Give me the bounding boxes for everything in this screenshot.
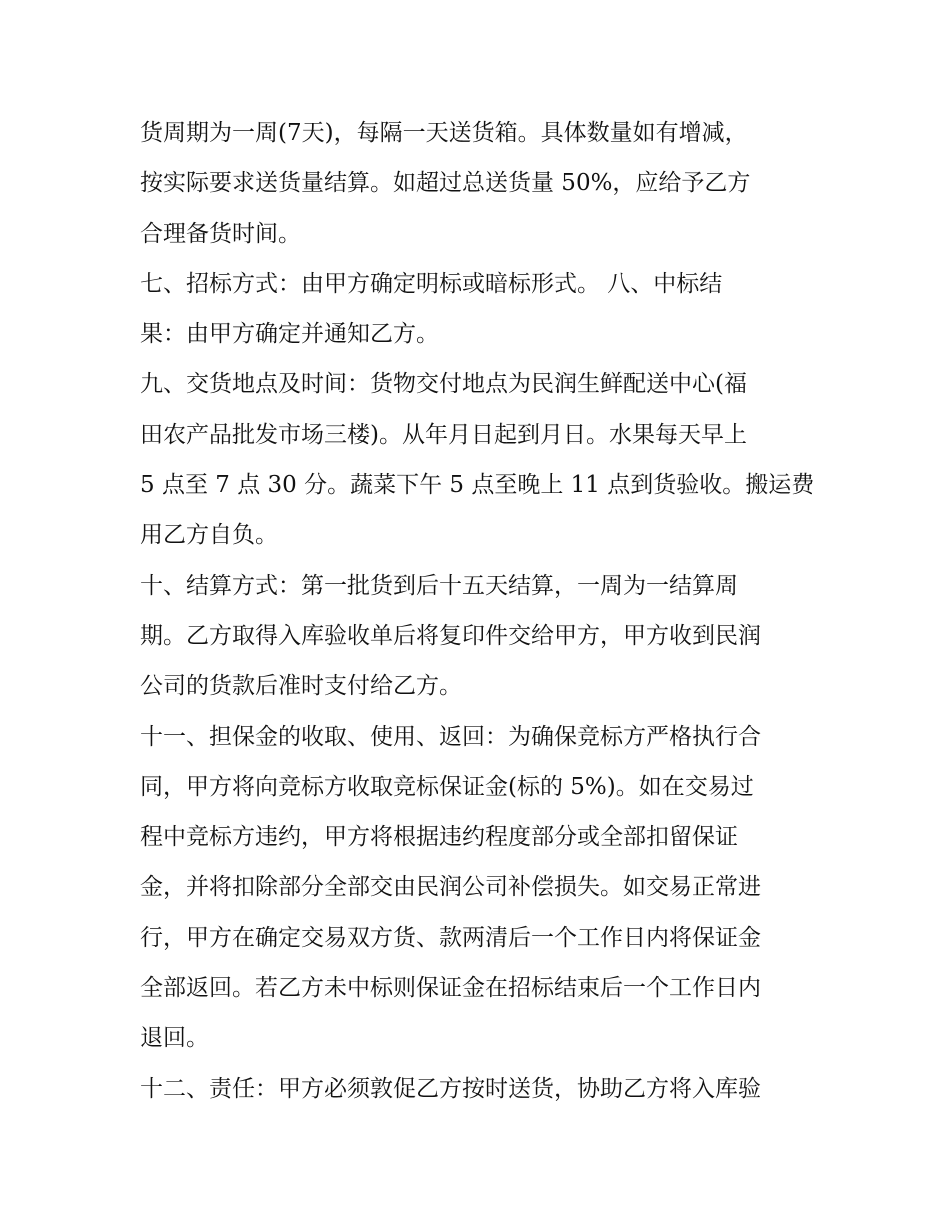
text-line: 公司的货款后准时支付给乙方。 (140, 673, 462, 700)
text-line: 十、结算方式：第一批货到后十五天结算，一周为一结算周 (140, 572, 738, 599)
text-line: 十二、责任：甲方必须敦促乙方按时送货，协助乙方将入库验 (140, 1075, 761, 1102)
text-line: 田农产品批发市场三楼)。从年月日起到月日。水果每天早上 (140, 421, 747, 448)
text-line: 七、招标方式：由甲方确定明标或暗标形式。 八、中标结 (140, 270, 723, 297)
text-line: 全部返回。若乙方未中标则保证金在招标结束后一个工作日内 (140, 975, 761, 1002)
text-line: 九、交货地点及时间：货物交付地点为民润生鲜配送中心(福 (140, 371, 747, 398)
text-line: 按实际要求送货量结算。如超过总送货量 50%，应给予乙方 (140, 170, 751, 197)
text-line: 行，甲方在确定交易双方货、款两清后一个工作日内将保证金 (140, 924, 761, 951)
text-line: 金，并将扣除部分全部交由民润公司补偿损失。如交易正常进 (140, 874, 761, 901)
text-line: 货周期为一周(7天)，每隔一天送货箱。具体数量如有增减， (140, 120, 748, 146)
text-line: 退回。 (140, 1025, 209, 1052)
text-line: 5 点至 7 点 30 分。蔬菜下午 5 点至晚上 11 点到货验收。搬运费 (140, 472, 815, 499)
text-line: 用乙方自负。 (140, 522, 278, 549)
text-line: 程中竞标方违约，甲方将根据违约程度部分或全部扣留保证 (140, 824, 738, 851)
text-line: 十一、担保金的收取、使用、返回：为确保竞标方严格执行合 (140, 723, 761, 750)
document-body (140, 108, 815, 1114)
text-line: 期。乙方取得入库验收单后将复印件交给甲方，甲方收到民润 (140, 622, 761, 649)
text-line: 果：由甲方确定并通知乙方。 (140, 321, 439, 348)
text-line: 合理备货时间。 (140, 220, 301, 247)
text-line: 同，甲方将向竞标方收取竞标保证金(标的 5%)。如在交易过 (140, 773, 754, 800)
